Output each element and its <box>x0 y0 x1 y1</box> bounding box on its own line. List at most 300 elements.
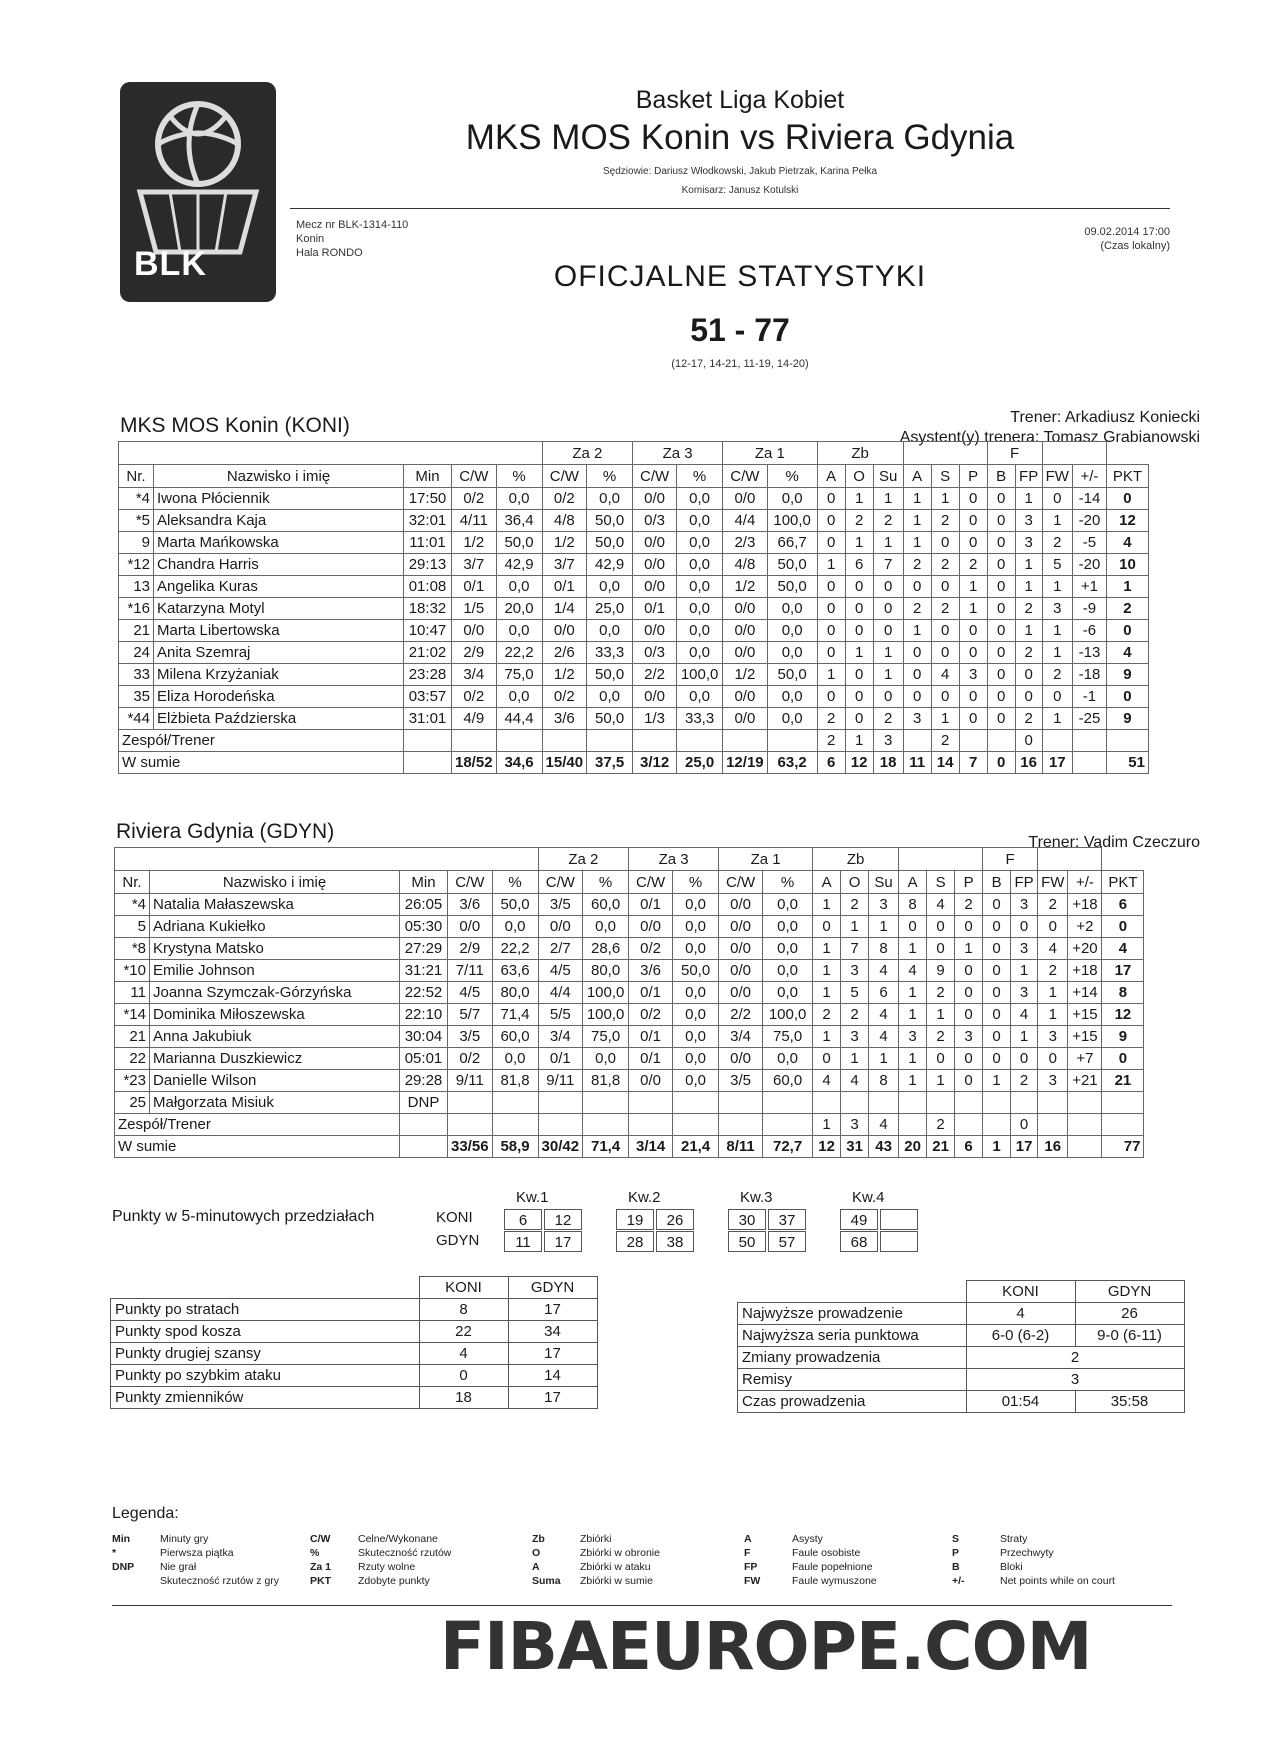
stat-min: DNP <box>400 1092 448 1114</box>
interval-cell: 12 <box>544 1209 582 1230</box>
stat-min: 27:29 <box>400 938 448 960</box>
lead-label: Remisy <box>738 1369 967 1391</box>
stat-p: 0 <box>959 532 987 554</box>
player-name: Anita Szemraj <box>154 642 404 664</box>
stat-p3p <box>673 1092 719 1114</box>
stat-pkt: 12 <box>1102 1004 1144 1026</box>
points-koni: 4 <box>419 1343 508 1365</box>
stat-pm: +15 <box>1068 1004 1102 1026</box>
stat-pm: -20 <box>1072 510 1106 532</box>
player-name: Eliza Horodeńska <box>154 686 404 708</box>
stat-p3: 0/1 <box>629 894 673 916</box>
player-number: *23 <box>115 1070 150 1092</box>
lead-table-wrap <box>737 1280 1185 1413</box>
total-p: 6 <box>955 1136 983 1158</box>
column-header-row <box>119 465 1149 488</box>
total-as: 11 <box>903 752 931 774</box>
stat-pm <box>1068 1092 1102 1114</box>
game-info <box>296 218 408 260</box>
stat-fgp: 42,9 <box>496 554 542 576</box>
column-header: O <box>841 871 869 894</box>
stat-o: 1 <box>845 730 873 752</box>
stat-a: 2 <box>817 730 845 752</box>
player-row <box>115 1004 1144 1026</box>
legend-value: Straty <box>1000 1533 1028 1545</box>
stat-p3: 2/2 <box>633 664 677 686</box>
column-header: C/W <box>719 871 763 894</box>
stat-fgp: 80,0 <box>492 982 538 1004</box>
stat-pm: -1 <box>1072 686 1106 708</box>
stat-ftp: 0,0 <box>767 620 817 642</box>
interval-cell: 17 <box>544 1231 582 1252</box>
stat-fw <box>1038 1092 1068 1114</box>
stat-su: 1 <box>873 488 903 510</box>
stat-fw: 2 <box>1042 664 1072 686</box>
stat-min: 11:01 <box>404 532 452 554</box>
player-name: Elżbieta Paździerska <box>154 708 404 730</box>
stat-min: 05:30 <box>400 916 448 938</box>
stat-b: 0 <box>987 488 1015 510</box>
koni-label: KONI <box>436 1209 473 1226</box>
stat-p3p: 0,0 <box>673 894 719 916</box>
stat-p3p: 0,0 <box>677 532 723 554</box>
player-name: Adriana Kukiełko <box>150 916 400 938</box>
stat-pkt: 4 <box>1102 938 1144 960</box>
stat-a: 1 <box>817 664 845 686</box>
stat-su: 1 <box>873 642 903 664</box>
stat-su: 1 <box>873 664 903 686</box>
stat-s: 0 <box>931 620 959 642</box>
stat-s: 2 <box>931 730 959 752</box>
lead-koni: 4 <box>966 1303 1075 1325</box>
stat-p <box>955 1092 983 1114</box>
official-stats-title: OFICJALNE STATYSTYKI <box>553 260 927 293</box>
stat-o: 0 <box>845 620 873 642</box>
stat-pkt: 12 <box>1106 510 1148 532</box>
stat-su <box>869 1092 899 1114</box>
team-koni-table-wrap <box>118 441 1149 774</box>
column-header: Min <box>400 871 448 894</box>
group-header: F <box>987 442 1042 465</box>
stat-ft: 0/0 <box>723 620 768 642</box>
stat-a: 0 <box>817 488 845 510</box>
stat-fg: 0/1 <box>452 576 497 598</box>
stat-b: 0 <box>983 1026 1011 1048</box>
stat-fp: 0 <box>1011 1048 1038 1070</box>
total-fw: 16 <box>1038 1136 1068 1158</box>
lead-gdyn: 35:58 <box>1075 1391 1184 1413</box>
stat-su: 8 <box>869 938 899 960</box>
stat-p2: 2/6 <box>542 642 587 664</box>
referees: Sędziowie: Dariusz Włodkowski, Jakub Pietrzak, Karina Pełka <box>603 166 877 177</box>
stat-p2: 4/8 <box>542 510 587 532</box>
player-number: 35 <box>119 686 154 708</box>
team-coach-label: Zespół/Trener <box>115 1114 400 1136</box>
stat-fg: 0/0 <box>452 620 497 642</box>
player-row <box>115 1048 1144 1070</box>
total-s: 21 <box>927 1136 955 1158</box>
player-number: *10 <box>115 960 150 982</box>
stat-fp: 3 <box>1011 982 1038 1004</box>
stat-fp: 1 <box>1011 960 1038 982</box>
stat-o: 1 <box>845 642 873 664</box>
stat-pkt: 21 <box>1102 1070 1144 1092</box>
column-header: C/W <box>633 465 677 488</box>
stat-min: 31:21 <box>400 960 448 982</box>
stat-fw: 2 <box>1038 894 1068 916</box>
total-row <box>115 1136 1144 1158</box>
player-number: *12 <box>119 554 154 576</box>
player-row <box>119 708 1149 730</box>
points-koni: 22 <box>419 1321 508 1343</box>
team-koni-stats-table <box>118 441 1149 774</box>
stat-p3p: 100,0 <box>677 664 723 686</box>
stat-p: 0 <box>955 960 983 982</box>
stat-p2: 3/5 <box>538 894 583 916</box>
stat-o: 2 <box>841 894 869 916</box>
stat-s: 9 <box>927 960 955 982</box>
stat-fg: 1/5 <box>452 598 497 620</box>
legend-value: Przechwyty <box>1000 1547 1054 1559</box>
total-p2p: 37,5 <box>587 752 633 774</box>
stat-fg: 0/0 <box>448 916 493 938</box>
stat-s: 2 <box>931 554 959 576</box>
stat-fw: 3 <box>1042 598 1072 620</box>
stat-pm: -20 <box>1072 554 1106 576</box>
lead-both: 3 <box>966 1369 1184 1391</box>
points-gdyn: 17 <box>508 1343 597 1365</box>
stat-s: 1 <box>931 488 959 510</box>
stat-o: 0 <box>845 598 873 620</box>
stat-p3: 0/0 <box>633 620 677 642</box>
stat-pkt: 0 <box>1106 686 1148 708</box>
stat-fgp: 75,0 <box>496 664 542 686</box>
stat-p2p <box>583 1092 629 1114</box>
stat-pm: +18 <box>1068 960 1102 982</box>
stat-o: 2 <box>841 1004 869 1026</box>
stat-pm: -5 <box>1072 532 1106 554</box>
points-label: Punkty spod kosza <box>111 1321 420 1343</box>
column-header: FW <box>1038 871 1068 894</box>
stat-p2p: 50,0 <box>587 708 633 730</box>
column-header: FW <box>1042 465 1072 488</box>
stat-fw: 1 <box>1042 620 1072 642</box>
stat-p2p: 50,0 <box>587 664 633 686</box>
stat-su: 4 <box>869 1026 899 1048</box>
stat-fg: 0/2 <box>452 488 497 510</box>
stat-p2p: 50,0 <box>587 510 633 532</box>
stat-as: 1 <box>903 620 931 642</box>
points-header-row <box>111 1277 598 1299</box>
points-koni: 0 <box>419 1365 508 1387</box>
stat-p2p: 33,3 <box>587 642 633 664</box>
stat-p2p: 60,0 <box>583 894 629 916</box>
total-su: 43 <box>869 1136 899 1158</box>
total-pkt: 77 <box>1102 1136 1144 1158</box>
player-number: 21 <box>115 1026 150 1048</box>
interval-cell: 38 <box>656 1231 694 1252</box>
stat-fg: 3/4 <box>452 664 497 686</box>
stat-o: 1 <box>845 488 873 510</box>
quarter-scores: (12-17, 14-21, 11-19, 14-20) <box>671 358 809 370</box>
stat-o: 4 <box>841 1070 869 1092</box>
group-header: F <box>983 848 1038 871</box>
total-o: 31 <box>841 1136 869 1158</box>
stat-s: 0 <box>931 686 959 708</box>
stat-p3: 0/2 <box>629 1004 673 1026</box>
stat-ftp: 66,7 <box>767 532 817 554</box>
stat-p: 0 <box>955 916 983 938</box>
stat-min: 23:28 <box>404 664 452 686</box>
stat-a <box>813 1092 841 1114</box>
stat-ftp: 0,0 <box>767 642 817 664</box>
total-row <box>119 752 1149 774</box>
stat-fg: 3/5 <box>448 1026 493 1048</box>
stat-p2: 0/0 <box>538 916 583 938</box>
interval-cell <box>880 1209 918 1230</box>
total-a: 6 <box>817 752 845 774</box>
stat-a: 0 <box>817 642 845 664</box>
legend-key: A <box>744 1533 752 1545</box>
stat-su: 2 <box>873 708 903 730</box>
stat-as <box>899 1092 927 1114</box>
player-row <box>115 938 1144 960</box>
points-gdyn: 14 <box>508 1365 597 1387</box>
stat-p3p: 33,3 <box>677 708 723 730</box>
stat-fp: 0 <box>1015 686 1042 708</box>
legend-key: Suma <box>532 1575 561 1587</box>
team-koni-coach: Trener: Arkadiusz Koniecki <box>1010 409 1200 426</box>
stat-p3: 0/0 <box>629 1070 673 1092</box>
stat-p2: 0/2 <box>542 686 587 708</box>
stat-p3p: 0,0 <box>677 576 723 598</box>
stat-ftp: 0,0 <box>763 894 813 916</box>
stat-su: 3 <box>869 894 899 916</box>
legend-value: Nie grał <box>160 1561 197 1573</box>
column-header: A <box>813 871 841 894</box>
stat-p3p: 0,0 <box>673 1048 719 1070</box>
stat-p2: 0/1 <box>538 1048 583 1070</box>
stat-a: 1 <box>813 960 841 982</box>
column-header: % <box>677 465 723 488</box>
legend-key: F <box>744 1547 751 1559</box>
total-fgp: 58,9 <box>492 1136 538 1158</box>
points-row <box>111 1321 598 1343</box>
player-number: *4 <box>115 894 150 916</box>
stat-p: 0 <box>959 620 987 642</box>
stat-p: 0 <box>959 488 987 510</box>
commissioner: Komisarz: Janusz Kotulski <box>681 185 799 196</box>
legend-value: Faule wymuszone <box>792 1575 877 1587</box>
group-header-row <box>119 442 1149 465</box>
player-number: 13 <box>119 576 154 598</box>
stat-ftp: 0,0 <box>763 982 813 1004</box>
stat-as: 2 <box>903 554 931 576</box>
stat-o: 3 <box>841 1114 869 1136</box>
stat-o: 2 <box>845 510 873 532</box>
legend-value: Faule osobiste <box>792 1547 861 1559</box>
stat-ftp: 0,0 <box>767 488 817 510</box>
column-header: Nazwisko i imię <box>150 871 400 894</box>
stat-b: 0 <box>987 642 1015 664</box>
stat-fg: 3/7 <box>452 554 497 576</box>
stat-s: 2 <box>931 598 959 620</box>
column-header: A <box>899 871 927 894</box>
stat-fw: 2 <box>1038 960 1068 982</box>
stat-su: 7 <box>873 554 903 576</box>
stat-p: 0 <box>955 1070 983 1092</box>
player-row <box>119 598 1149 620</box>
legend-value: Minuty gry <box>160 1533 209 1545</box>
stat-b: 0 <box>987 598 1015 620</box>
stat-fg: 2/9 <box>448 938 493 960</box>
total-p3p: 21,4 <box>673 1136 719 1158</box>
stat-p2p: 0,0 <box>587 488 633 510</box>
total-fp: 16 <box>1015 752 1042 774</box>
stat-a: 0 <box>817 620 845 642</box>
player-name: Anna Jakubiuk <box>150 1026 400 1048</box>
column-header: Nazwisko i imię <box>154 465 404 488</box>
stat-b: 0 <box>987 708 1015 730</box>
player-row <box>119 686 1149 708</box>
stat-fg: 5/7 <box>448 1004 493 1026</box>
legend-key: PKT <box>310 1575 331 1587</box>
stat-s: 2 <box>927 1026 955 1048</box>
stat-min: 03:57 <box>404 686 452 708</box>
legend-value: Zbiórki w obronie <box>580 1547 660 1559</box>
interval-cell: 68 <box>840 1231 878 1252</box>
player-name: Emilie Johnson <box>150 960 400 982</box>
total-p2p: 71,4 <box>583 1136 629 1158</box>
stat-min: 22:10 <box>400 1004 448 1026</box>
stat-b: 0 <box>987 532 1015 554</box>
intervals-title: Punkty w 5-minutowych przedziałach <box>112 1208 375 1225</box>
column-header: % <box>492 871 538 894</box>
player-row <box>115 916 1144 938</box>
column-header: Su <box>869 871 899 894</box>
column-header: C/W <box>723 465 768 488</box>
total-p3: 3/14 <box>629 1136 673 1158</box>
stat-p2: 0/0 <box>542 620 587 642</box>
total-p: 7 <box>959 752 987 774</box>
stat-p2: 3/6 <box>542 708 587 730</box>
game-datetime <box>1000 225 1170 253</box>
column-header: Min <box>404 465 452 488</box>
stat-pkt: 9 <box>1106 708 1148 730</box>
stat-b: 0 <box>983 916 1011 938</box>
stat-b <box>983 1092 1011 1114</box>
player-name: Krystyna Matsko <box>150 938 400 960</box>
player-name: Iwona Płóciennik <box>154 488 404 510</box>
stat-p3: 1/3 <box>633 708 677 730</box>
stat-fgp: 50,0 <box>496 532 542 554</box>
stat-b: 0 <box>987 686 1015 708</box>
stat-su: 8 <box>869 1070 899 1092</box>
stat-fp: 0 <box>1011 1114 1038 1136</box>
player-number: 21 <box>119 620 154 642</box>
stat-fg: 1/2 <box>452 532 497 554</box>
points-gdyn: 17 <box>508 1387 597 1409</box>
stat-ft: 4/4 <box>723 510 768 532</box>
player-row <box>119 620 1149 642</box>
team-coach-row <box>115 1114 1144 1136</box>
stat-fw: 1 <box>1038 982 1068 1004</box>
stat-fw: 0 <box>1038 1048 1068 1070</box>
team-koni-assistant: Asystent(y) trenera: Tomasz Grabianowski <box>899 429 1200 446</box>
stat-a: 1 <box>817 554 845 576</box>
stat-p3: 0/0 <box>633 488 677 510</box>
stat-pkt: 4 <box>1106 532 1148 554</box>
stat-fp: 2 <box>1015 708 1042 730</box>
group-header: Za 1 <box>723 442 818 465</box>
player-row <box>115 1070 1144 1092</box>
stat-pm: +21 <box>1068 1070 1102 1092</box>
stat-p3: 0/1 <box>629 982 673 1004</box>
stat-su: 4 <box>869 1114 899 1136</box>
group-header: Za 2 <box>538 848 629 871</box>
stat-pkt: 2 <box>1106 598 1148 620</box>
quarter-label: Kw.4 <box>852 1189 885 1206</box>
legend-key: Min <box>112 1533 131 1545</box>
stat-pm: -18 <box>1072 664 1106 686</box>
column-header: S <box>931 465 959 488</box>
stat-as: 3 <box>899 1026 927 1048</box>
points-label: Punkty po stratach <box>111 1299 420 1321</box>
stat-o: 0 <box>845 708 873 730</box>
stat-fw: 1 <box>1042 576 1072 598</box>
lead-label: Zmiany prowadzenia <box>738 1347 967 1369</box>
stat-p2p: 75,0 <box>583 1026 629 1048</box>
stat-o: 0 <box>845 686 873 708</box>
stat-b: 0 <box>983 894 1011 916</box>
stat-o <box>841 1092 869 1114</box>
stat-as: 0 <box>899 916 927 938</box>
team-coach-label: Zespół/Trener <box>119 730 404 752</box>
stat-pm: +2 <box>1068 916 1102 938</box>
stat-fp: 4 <box>1011 1004 1038 1026</box>
stat-s <box>927 1092 955 1114</box>
player-row <box>115 960 1144 982</box>
stat-ft: 0/0 <box>723 598 768 620</box>
stat-p3: 0/0 <box>629 916 673 938</box>
stat-fp: 1 <box>1015 554 1042 576</box>
legend-key: C/W <box>310 1533 331 1545</box>
player-name: Natalia Małaszewska <box>150 894 400 916</box>
match-title: MKS MOS Konin vs Riviera Gdynia <box>465 118 1015 157</box>
stat-su: 0 <box>873 576 903 598</box>
legend-key: DNP <box>112 1561 135 1573</box>
total-o: 12 <box>845 752 873 774</box>
stat-o: 1 <box>845 532 873 554</box>
stat-p3p: 0,0 <box>677 510 723 532</box>
stat-ftp: 0,0 <box>767 708 817 730</box>
stat-fgp <box>492 1092 538 1114</box>
stat-p3p: 0,0 <box>677 488 723 510</box>
stat-ft: 3/4 <box>719 1026 763 1048</box>
stat-su: 1 <box>873 532 903 554</box>
stat-p: 1 <box>959 598 987 620</box>
stat-p3 <box>629 1092 673 1114</box>
stat-as: 0 <box>903 576 931 598</box>
total-label: W sumie <box>119 752 404 774</box>
stat-as: 1 <box>899 1004 927 1026</box>
total-su: 18 <box>873 752 903 774</box>
stat-pm: +14 <box>1068 982 1102 1004</box>
stat-pm: +15 <box>1068 1026 1102 1048</box>
points-table-wrap <box>110 1276 598 1409</box>
stat-fw: 5 <box>1042 554 1072 576</box>
column-header: +/- <box>1072 465 1106 488</box>
